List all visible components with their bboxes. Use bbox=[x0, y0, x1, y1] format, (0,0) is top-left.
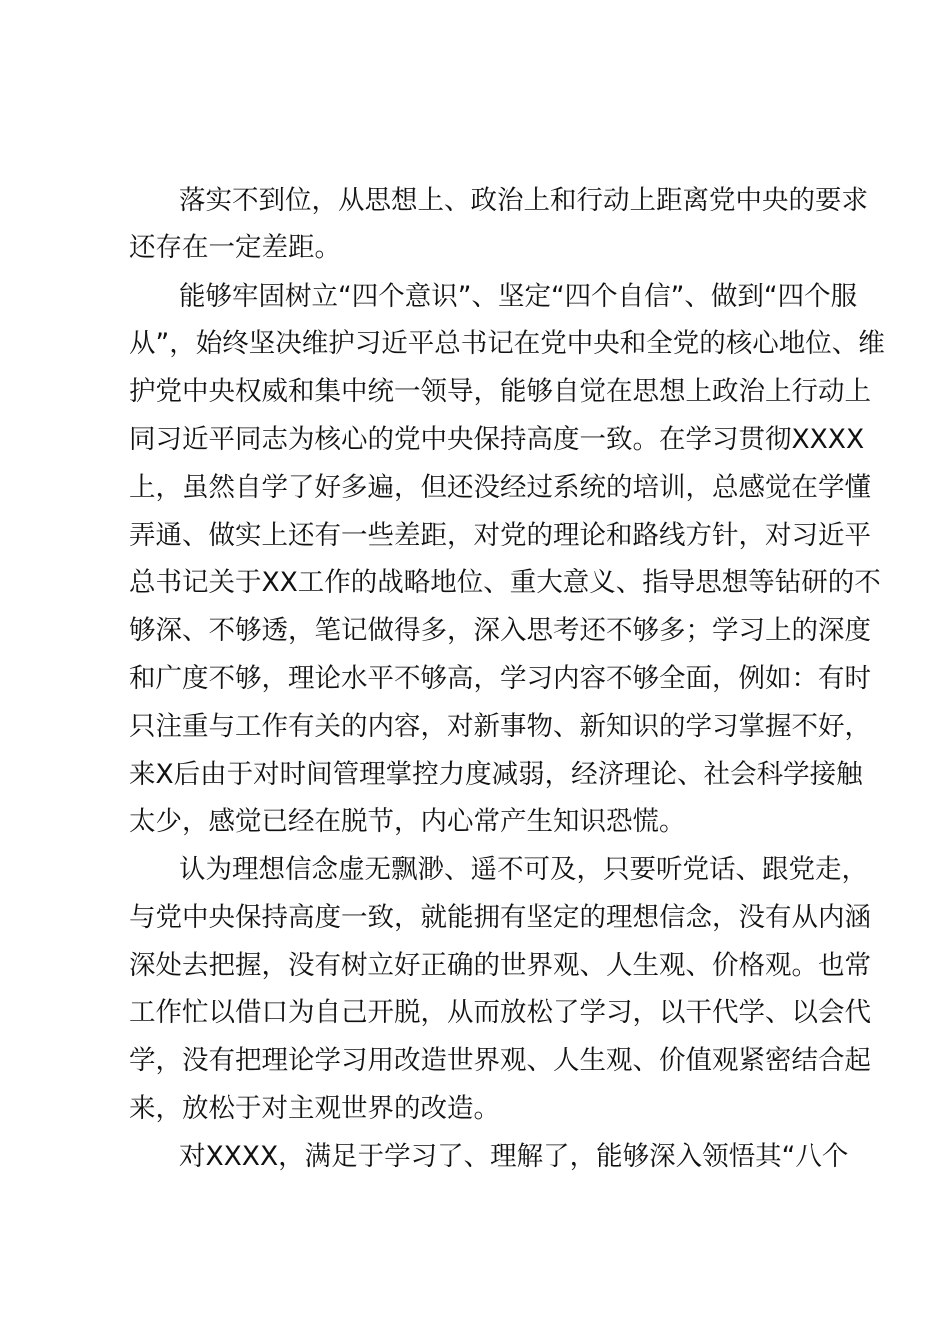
paragraph-1-line-2: 还存在一定差距。 bbox=[129, 232, 341, 263]
paragraph-2-line-1: 能够牢固树立“四个意识”、坚定“四个自信”、做到“四个服 bbox=[179, 281, 858, 312]
paragraph-3-line-3: 深处去把握，没有树立好正确的世界观、人生观、价格观。也常 bbox=[129, 950, 871, 981]
paragraph-2-line-3: 护党中央权威和集中统一领导，能够自觉在思想上政治上行动上 bbox=[129, 376, 871, 407]
paragraph-2-line-12: 太少，感觉已经在脱节，内心常产生知识恐慌。 bbox=[129, 806, 686, 837]
paragraph-3-line-4: 工作忙以借口为自己开脱，从而放松了学习，以干代学、以会代 bbox=[129, 997, 871, 1028]
paragraph-2-line-11: 来X后由于对时间管理掌控力度减弱，经济理论、社会科学接触 bbox=[129, 759, 863, 790]
paragraph-1-line-1: 落实不到位，从思想上、政治上和行动上距离党中央的要求 bbox=[179, 185, 868, 216]
paragraph-2-line-4: 同习近平同志为核心的党中央保持高度一致。在学习贯彻XXXX bbox=[129, 424, 865, 455]
paragraph-2-line-9: 和广度不够，理论水平不够高，学习内容不够全面，例如：有时 bbox=[129, 663, 871, 694]
paragraph-2-line-10: 只注重与工作有关的内容，对新事物、新知识的学习掌握不好， bbox=[129, 711, 871, 742]
paragraph-2-line-8: 够深、不够透，笔记做得多，深入思考还不够多；学习上的深度 bbox=[129, 615, 871, 646]
paragraph-2-line-5: 上，虽然自学了好多遍，但还没经过系统的培训，总感觉在学懂 bbox=[129, 472, 871, 503]
paragraph-3-line-6: 来，放松于对主观世界的改造。 bbox=[129, 1093, 500, 1124]
paragraph-4-line-1: 对XXXX，满足于学习了、理解了，能够深入领悟其“八个 bbox=[179, 1141, 849, 1172]
paragraph-3-line-2: 与党中央保持高度一致，就能拥有坚定的理想信念，没有从内涵 bbox=[129, 902, 871, 933]
paragraph-2-line-2: 从”，始终坚决维护习近平总书记在党中央和全党的核心地位、维 bbox=[129, 328, 885, 359]
paragraph-3-line-5: 学，没有把理论学习用改造世界观、人生观、价值观紧密结合起 bbox=[129, 1045, 871, 1076]
paragraph-3-line-1: 认为理想信念虚无飘渺、遥不可及，只要听党话、跟党走， bbox=[179, 854, 868, 885]
paragraph-2-line-7: 总书记关于XX工作的战略地位、重大意义、指导思想等钻研的不 bbox=[129, 567, 881, 598]
paragraph-2-line-6: 弄通、做实上还有一些差距，对党的理论和路线方针，对习近平 bbox=[129, 520, 871, 551]
